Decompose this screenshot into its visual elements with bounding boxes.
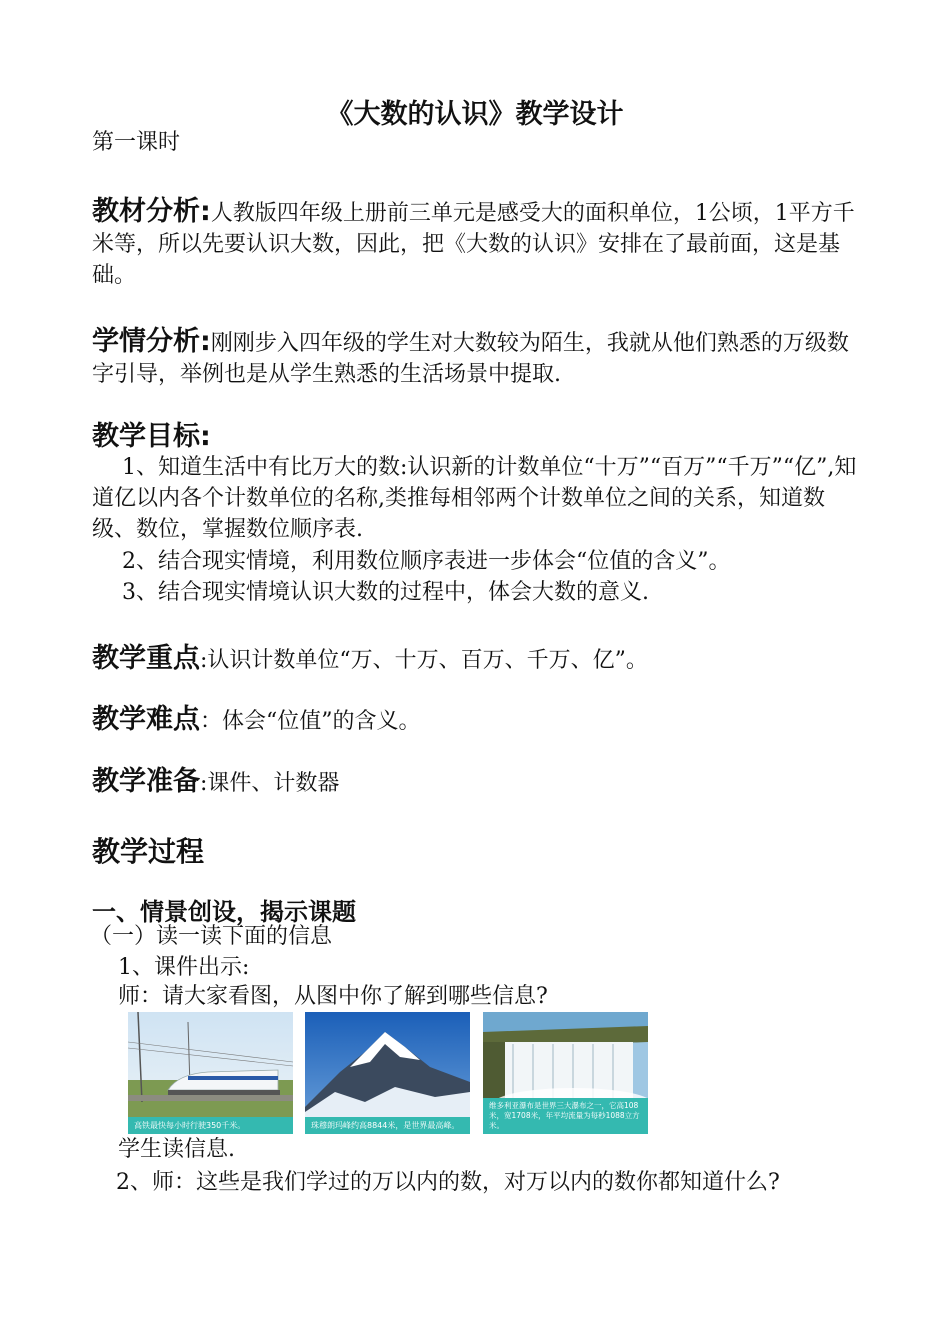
materials-analysis bbox=[92, 196, 862, 291]
lesson-label: 第一课时 bbox=[92, 130, 181, 155]
step-1: 1、课件出示: bbox=[118, 955, 250, 980]
preparation-text: :课件、计数器 bbox=[200, 771, 340, 796]
mountain-photo bbox=[305, 1012, 470, 1134]
preparation-label: 教学准备 bbox=[92, 766, 200, 797]
key-point-label: 教学重点 bbox=[92, 643, 200, 674]
student-analysis-text: 刚刚步入四年级的学生对大数较为陌生，我就从他们熟悉的万级数字引导，举例也是从学生熟悉的生活场景中提取. bbox=[92, 331, 849, 387]
train-caption: 高铁最快每小时行驶350千米。 bbox=[128, 1117, 293, 1134]
difficulty-label: 教学难点 bbox=[92, 704, 200, 735]
mountain-image bbox=[305, 1012, 470, 1134]
key-point-text: :认识计数单位“万、十万、百万、千万、亿”。 bbox=[200, 648, 648, 673]
step-2: 2、师：这些是我们学过的万以内的数，对万以内的数你都知道什么? bbox=[116, 1170, 780, 1195]
students-read-info: 学生读信息. bbox=[118, 1137, 235, 1162]
goals-label: 教学目标: bbox=[92, 421, 211, 452]
student-analysis-label: 学情分析: bbox=[92, 326, 211, 357]
student-analysis bbox=[92, 326, 862, 390]
difficulty bbox=[92, 704, 862, 737]
key-point bbox=[92, 643, 862, 676]
doc-title: 《大数的认识》教学设计 bbox=[326, 99, 624, 130]
teacher-question-1: 师：请大家看图，从图中你了解到哪些信息? bbox=[118, 984, 548, 1009]
goal-item-1: 1、知道生活中有比万大的数:认识新的计数单位“十万”“百万”“千万”“亿”,知道亿以内各个计数单位的名称,类推每相邻两个计数单位之间的关系，知道数级、数位，掌握数位顺序表. bbox=[92, 455, 857, 542]
mountain-caption: 珠穆朗玛峰约高8844米，是世界最高峰。 bbox=[305, 1117, 470, 1134]
train-image bbox=[128, 1012, 293, 1134]
preparation bbox=[92, 766, 862, 799]
difficulty-text: ：体会“位值”的含义。 bbox=[200, 709, 421, 734]
waterfall-photo bbox=[483, 1012, 648, 1134]
process-heading: 教学过程 bbox=[92, 835, 205, 868]
goal-item-3: 3、结合现实情境认识大数的过程中，体会大数的意义. bbox=[122, 580, 649, 605]
train-photo bbox=[128, 1012, 293, 1134]
materials-analysis-label: 教材分析: bbox=[92, 196, 211, 227]
goal-item-2: 2、结合现实情境，利用数位顺序表进一步体会“位值的含义”。 bbox=[122, 549, 731, 574]
sub-heading-1: （一）读一读下面的信息 bbox=[90, 924, 333, 949]
section-1-heading: 一、情景创设，揭示课题 bbox=[92, 898, 356, 926]
materials-analysis-text: 人教版四年级上册前三单元是感受大的面积单位，1公顷，1平方千米等，所以先要认识大数，因此，把《大数的认识》安排在了最前面，这是基础。 bbox=[92, 201, 855, 288]
waterfall-caption: 维多利亚瀑布是世界三大瀑布之一，它高108米，宽1708米，年平均流量为每秒1088立方米。 bbox=[483, 1098, 648, 1134]
